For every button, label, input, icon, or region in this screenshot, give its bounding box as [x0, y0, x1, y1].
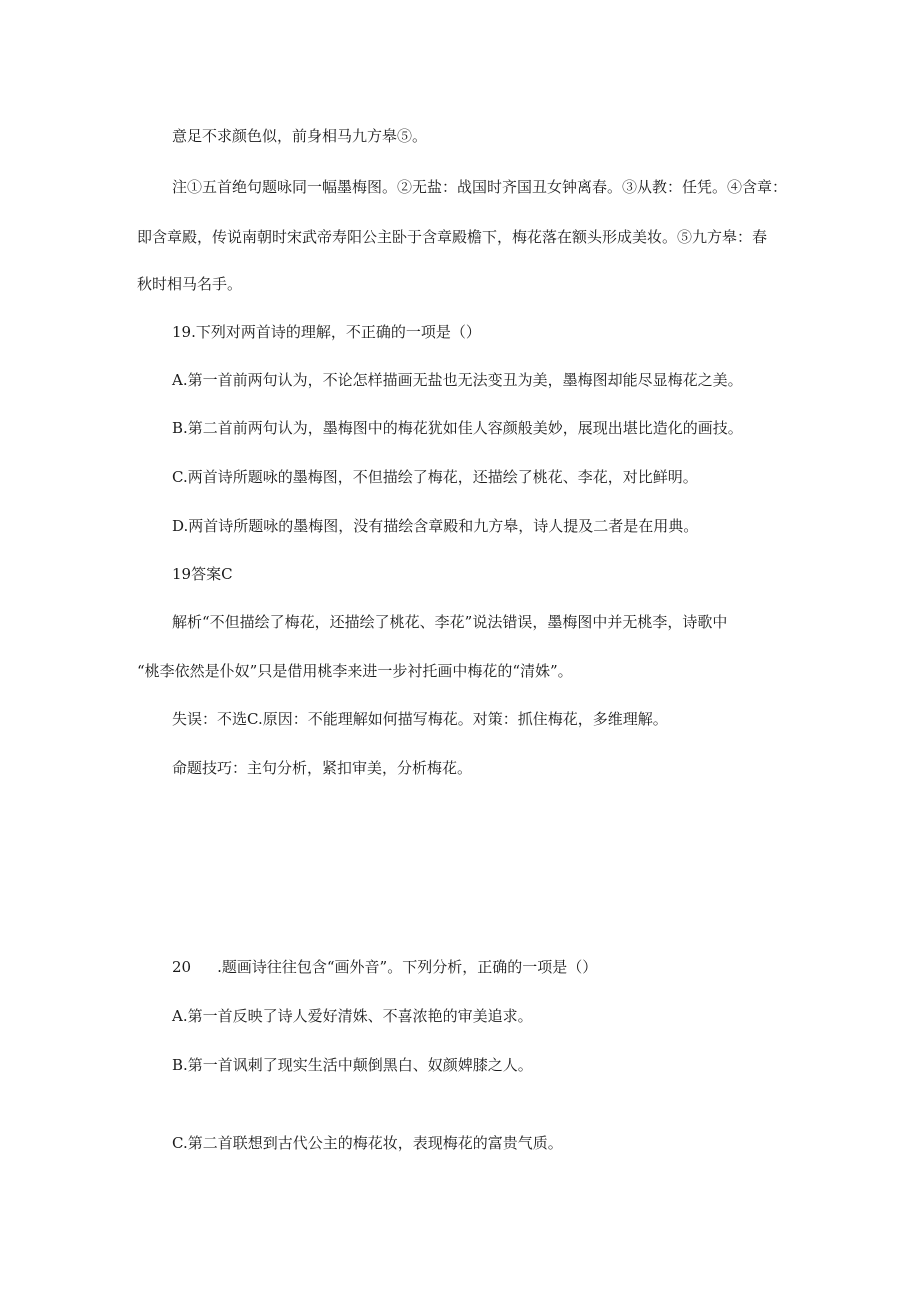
q19-option-d: D.两首诗所题咏的墨梅图，没有描绘含章殿和九方皋，诗人提及二者是在用典。 — [172, 517, 699, 535]
q19-mistake: 失误：不选C.原因：不能理解如何描写梅花。对策：抓住梅花，多维理解。 — [172, 710, 668, 728]
q19-option-c: C.两首诗所题咏的墨梅图，不但描绘了梅花，还描绘了桃花、李花，对比鲜明。 — [172, 468, 698, 486]
q19-analysis-line-1: 解析“不但描绘了梅花，还描绘了桃花、李花”说法错误，墨梅图中并无桃李，诗歌中 — [172, 613, 728, 631]
q20-stem: .题画诗往往包含“画外音”。下列分析，正确的一项是（） — [217, 958, 598, 976]
q20-option-a: A.第一首反映了诗人爱好清姝、不喜浓艳的审美追求。 — [172, 1007, 533, 1025]
q20-stem-line — [172, 957, 597, 977]
poem-tail-line: 意足不求颜色似，前身相马九方皋⑤。 — [172, 127, 428, 145]
q19-option-b: B.第二首前两句认为，墨梅图中的梅花犹如佳人容颜般美妙，展现出堪比造化的画技。 — [172, 419, 743, 437]
q20-option-c: C.第二首联想到古代公主的梅花妆，表现梅花的富贵气质。 — [172, 1134, 563, 1152]
q20-number: 20 — [172, 958, 192, 976]
q19-analysis-line-2: “桃李依然是仆奴”只是借用桃李来进一步衬托画中梅花的“清姝”。 — [137, 662, 573, 680]
notes-line-1: 注①五首绝句题咏同一幅墨梅图。②无盐：战国时齐国丑女钟离春。③从教：任凭。④含章： — [172, 178, 788, 196]
notes-line-2: 即含章殿，传说南朝时宋武帝寿阳公主卧于含章殿檐下，梅花落在额头形成美妆。⑤九方皋：春 — [137, 228, 768, 246]
q19-answer: 19答案C — [172, 565, 233, 583]
q19-stem: 19.下列对两首诗的理解，不正确的一项是（） — [172, 323, 481, 341]
q19-option-a: A.第一首前两句认为，不论怎样描画无盐也无法变丑为美，墨梅图却能尽显梅花之美。 — [172, 371, 743, 389]
q20-option-b: B.第一首讽刺了现实生活中颠倒黑白、奴颜婢膝之人。 — [172, 1056, 533, 1074]
notes-line-3: 秋时相马名手。 — [137, 275, 243, 293]
q19-technique: 命题技巧：主句分析，紧扣审美，分析梅花。 — [172, 759, 473, 777]
